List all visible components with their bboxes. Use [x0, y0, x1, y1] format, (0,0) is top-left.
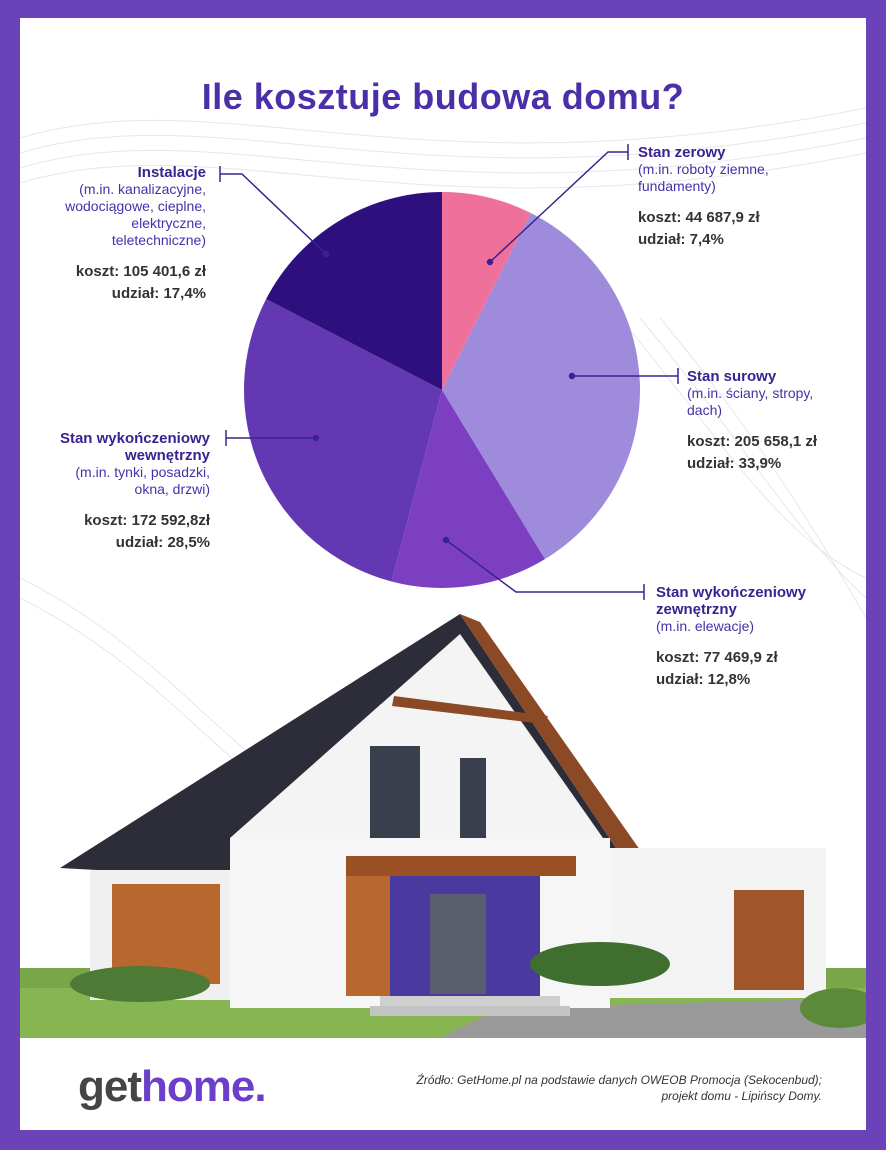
source-line-2: projekt domu - Lipińscy Domy. — [661, 1089, 822, 1103]
share-stan-wykonczeniowy-wewnetrzny: udział: 28,5% — [115, 534, 210, 551]
source-note — [416, 1072, 822, 1104]
label2-stan-wykonczeniowy-wewnetrzny: wewnętrzny — [124, 447, 210, 464]
infographic-frame — [20, 18, 866, 1130]
note-stan-wykonczeniowy-wewnetrzny: (m.in. tynki, posadzki, — [75, 464, 210, 480]
note-instalacje: (m.in. kanalizacyjne, — [79, 181, 206, 197]
share-instalacje: udział: 17,4% — [111, 285, 206, 302]
cost-instalacje: koszt: 105 401,6 zł — [75, 263, 206, 280]
gethome-logo[interactable] — [78, 1062, 266, 1112]
logo-text-get: get — [78, 1062, 141, 1111]
note3-instalacje: elektryczne, — [131, 215, 206, 231]
note2-stan-wykonczeniowy-wewnetrzny: okna, drzwi) — [134, 481, 210, 497]
note-stan-zerowy: (m.in. roboty ziemne, — [638, 161, 769, 177]
source-line-1: Źródło: GetHome.pl na podstawie danych OWEOB Promocja (Sekocenbud); — [416, 1073, 822, 1087]
cost-stan-zerowy: koszt: 44 687,9 zł — [638, 209, 760, 226]
label-stan-zerowy: Stan zerowy — [638, 144, 726, 161]
footer — [20, 1038, 866, 1130]
page-title: Ile kosztuje budowa domu? — [201, 76, 685, 117]
label-instalacje: Instalacje — [137, 164, 206, 181]
cost-stan-wykonczeniowy-zewnetrzny: koszt: 77 469,9 zł — [656, 649, 778, 666]
label-stan-surowy: Stan surowy — [687, 368, 777, 385]
share-stan-wykonczeniowy-zewnetrzny: udział: 12,8% — [656, 671, 751, 688]
share-stan-surowy: udział: 33,9% — [687, 455, 782, 472]
note2-stan-surowy: dach) — [687, 402, 723, 418]
front-door — [430, 894, 486, 994]
note-stan-surowy: (m.in. ściany, stropy, — [687, 385, 814, 401]
note2-stan-zerowy: fundamenty) — [638, 178, 716, 194]
house-illustration — [20, 18, 866, 1130]
label-stan-wykonczeniowy-zewnetrzny: Stan wykończeniowy — [656, 584, 807, 601]
window-upper-left — [370, 746, 420, 838]
note-stan-wykonczeniowy-zewnetrzny: (m.in. elewacje) — [656, 618, 755, 634]
share-stan-zerowy: udział: 7,4% — [638, 231, 724, 248]
garage-door — [734, 890, 804, 990]
label2-stan-wykonczeniowy-zewnetrzny: zewnętrzny — [656, 601, 737, 618]
cost-stan-surowy: koszt: 205 658,1 zł — [687, 433, 818, 450]
label-stan-wykonczeniowy-wewnetrzny: Stan wykończeniowy — [59, 430, 210, 447]
note4-instalacje: teletechniczne) — [111, 232, 206, 248]
note2-instalacje: wodociągowe, cieplne, — [65, 198, 206, 214]
logo-text-home: home. — [141, 1062, 266, 1111]
window-upper-right — [460, 758, 486, 838]
cost-stan-wykonczeniowy-wewnetrzny: koszt: 172 592,8zł — [84, 512, 210, 529]
